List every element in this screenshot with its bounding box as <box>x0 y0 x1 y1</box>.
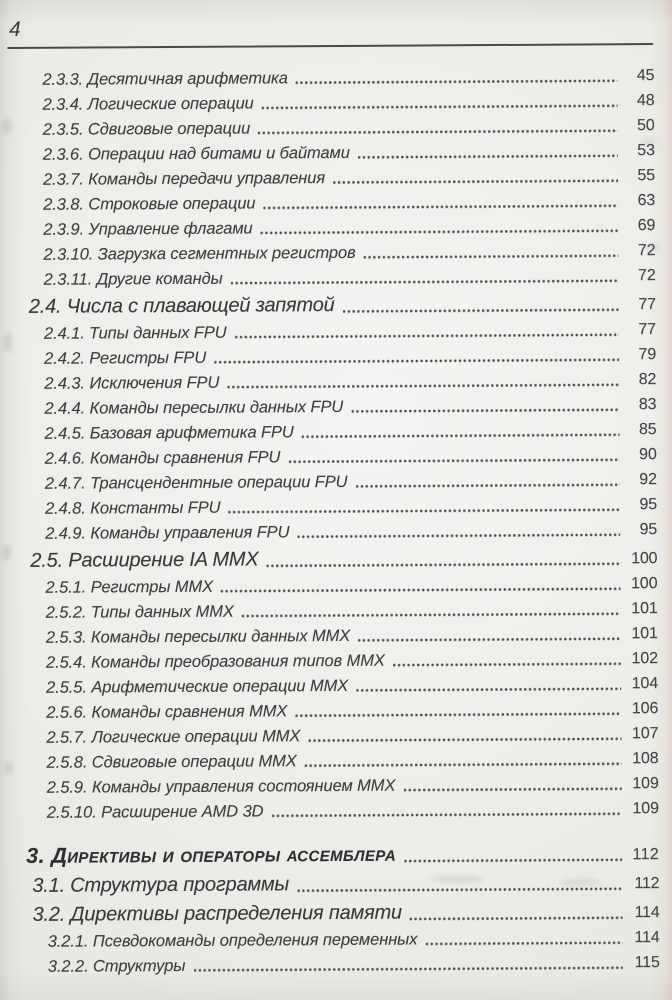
toc-entry <box>0 542 657 575</box>
dot-leader <box>333 179 618 184</box>
toc-entry <box>2 833 659 871</box>
dot-leader <box>258 129 618 134</box>
toc-entry-page: 63 <box>637 192 656 210</box>
dot-leader <box>221 587 621 592</box>
dot-leader <box>262 104 618 109</box>
toc-entry-page: 69 <box>637 217 656 235</box>
toc-entry-label: 2.4.8. Константы FPU <box>44 498 221 518</box>
dot-leader <box>295 712 621 717</box>
toc-entry-label: 2.5.4. Команды преобразования типов MMX <box>45 651 385 672</box>
dot-leader <box>296 79 618 84</box>
dot-leader <box>425 941 622 945</box>
toc-entry-label: 2.3.4. Логические операции <box>42 93 254 114</box>
toc-entry-page: 100 <box>631 550 658 568</box>
toc-entry-page: 95 <box>639 496 658 514</box>
toc-entry-label: 2.5.5. Арифметические операции MMX <box>46 676 349 697</box>
toc-entry-label: 2.5.1. Регистры MMX <box>45 577 214 597</box>
toc-entry-page: 100 <box>631 575 658 593</box>
toc-entry-page: 82 <box>638 371 657 389</box>
toc-entry-page: 85 <box>638 421 657 439</box>
dot-leader <box>410 916 623 920</box>
dot-leader <box>305 762 622 767</box>
dot-leader <box>193 966 622 972</box>
dot-leader <box>358 637 621 642</box>
toc-entry-page: 112 <box>632 846 660 864</box>
toc-entry <box>2 796 659 825</box>
toc-entry-label: 3. Директивы и операторы ассемблера <box>26 841 397 868</box>
toc-entry-label: 2.3.9. Управление флагами <box>43 219 253 239</box>
dot-leader <box>231 279 619 284</box>
toc-entry-label: 2.3.6. Операции над битами и байтами <box>42 143 350 164</box>
toc-entry-label: 2.5.8. Сдвиговые операции MMX <box>46 751 297 772</box>
toc-entry-page: 101 <box>631 600 658 618</box>
toc-entry-label: 3.2. Директивы распределения памяти <box>32 901 402 926</box>
toc-entry-label: 2.4.6. Команды сравнения FPU <box>44 447 281 468</box>
dot-leader <box>261 229 619 234</box>
dot-leader <box>364 254 619 259</box>
dot-leader <box>356 687 621 692</box>
toc-entry-page: 92 <box>639 471 657 489</box>
toc-entry <box>3 950 660 979</box>
page-number: 4 <box>9 17 21 41</box>
toc-entry-page: 72 <box>637 267 656 285</box>
dot-leader <box>393 662 621 666</box>
toc-entry-page: 114 <box>634 929 660 947</box>
toc-entry-page: 115 <box>634 954 660 972</box>
toc-entry-page: 45 <box>636 67 655 85</box>
toc-entry-page: 77 <box>638 321 657 339</box>
toc-entry-page: 101 <box>631 625 658 643</box>
toc-entry-label: 2.5.7. Логические операции MMX <box>46 726 301 747</box>
toc-entry <box>0 288 656 321</box>
toc-entry-page: 114 <box>634 904 660 922</box>
dot-leader <box>297 533 620 538</box>
toc-entry-page: 50 <box>637 117 655 135</box>
dot-leader <box>288 458 619 463</box>
toc-entry-page: 95 <box>639 521 658 539</box>
toc-entry-page: 109 <box>632 800 659 818</box>
dot-leader <box>263 204 618 209</box>
dot-leader <box>351 408 619 413</box>
toc-entry-page: 112 <box>634 875 660 893</box>
toc-entry-label: 2.3.8. Строковые операции <box>43 193 256 214</box>
toc-entry-page: 79 <box>638 346 657 364</box>
toc-entry-label: 2.4.7. Трансцендентные операции FPU <box>44 472 348 493</box>
toc-entry-label: 2.5.9. Команды управления состоянием MMX <box>46 776 396 797</box>
toc-entry-label: 2.4.3. Исключения FPU <box>44 373 220 393</box>
toc-entry-label: 2.4.5. Базовая арифметика FPU <box>44 422 294 443</box>
dot-leader <box>358 154 618 159</box>
dot-leader <box>267 562 621 567</box>
toc-entry-label: 3.1. Структура программы <box>32 873 290 897</box>
toc-entry-page: 77 <box>638 296 656 314</box>
toc-entry-label: 2.3.3. Десятичная арифметика <box>42 68 288 89</box>
dot-leader <box>227 383 619 388</box>
toc-entry-page: 106 <box>631 700 659 718</box>
toc-entry-label: 2.5.3. Команды пересылки данных MMX <box>45 626 351 647</box>
toc-entry-label: 2.4. Числа с плавающей запятой <box>28 294 335 318</box>
header-rule <box>7 43 653 49</box>
toc-entry-label: 2.5.2. Типы данных MMX <box>45 602 234 622</box>
toc-entry-page: 55 <box>637 167 656 185</box>
toc-entry-label: 2.3.7. Команды передачи управления <box>42 168 326 189</box>
toc-entry-page: 102 <box>631 650 659 668</box>
toc-entry-label: 2.5.10. Расширение AMD 3D <box>46 801 264 822</box>
toc-entry-label: 2.3.11. Другие команды <box>43 269 223 289</box>
toc-entry <box>2 896 659 929</box>
toc-list <box>0 63 660 979</box>
toc-entry-label: 2.5. Расширение IA MMX <box>30 548 259 572</box>
toc-entry-label: 2.4.4. Команды пересылки данных FPU <box>44 397 344 418</box>
toc-entry-page: 72 <box>637 242 656 260</box>
toc-entry-page: 53 <box>637 142 655 160</box>
dot-leader <box>302 433 620 438</box>
dot-leader <box>271 812 621 817</box>
dot-leader <box>404 858 622 862</box>
toc-entry-page: 83 <box>638 396 657 414</box>
dot-leader <box>235 333 619 338</box>
toc-entry-page: 109 <box>632 775 659 793</box>
toc-entry-page: 108 <box>632 750 659 768</box>
toc-entry-label: 2.4.2. Регистры FPU <box>44 348 207 368</box>
dot-leader <box>297 887 622 892</box>
dot-leader <box>228 508 620 513</box>
dot-leader <box>403 787 621 791</box>
toc-entry-label: 3.2.1. Псевдокоманды определения переменных <box>47 930 418 951</box>
dot-leader <box>308 737 621 742</box>
toc-entry-label: 2.3.5. Сдвиговые операции <box>42 119 251 139</box>
toc-entry-page: 90 <box>639 446 657 464</box>
toc-entry-label: 3.2.2. Структуры <box>47 956 186 976</box>
dot-leader <box>343 308 619 313</box>
dot-leader <box>214 358 619 363</box>
dot-leader <box>242 612 621 617</box>
toc-entry <box>2 867 659 900</box>
toc-entry-label: 2.5.6. Команды сравнения MMX <box>46 701 288 722</box>
toc-entry-label: 2.3.10. Загрузка сегментных регистров <box>43 243 356 264</box>
dot-leader <box>355 483 619 488</box>
toc-entry-label: 2.4.9. Команды управления FPU <box>45 522 290 543</box>
toc-entry-label: 2.4.1. Типы данных FPU <box>43 323 227 343</box>
toc-entry-page: 48 <box>636 92 655 110</box>
toc-entry-page: 104 <box>631 675 659 693</box>
toc-entry-page: 107 <box>631 725 659 743</box>
